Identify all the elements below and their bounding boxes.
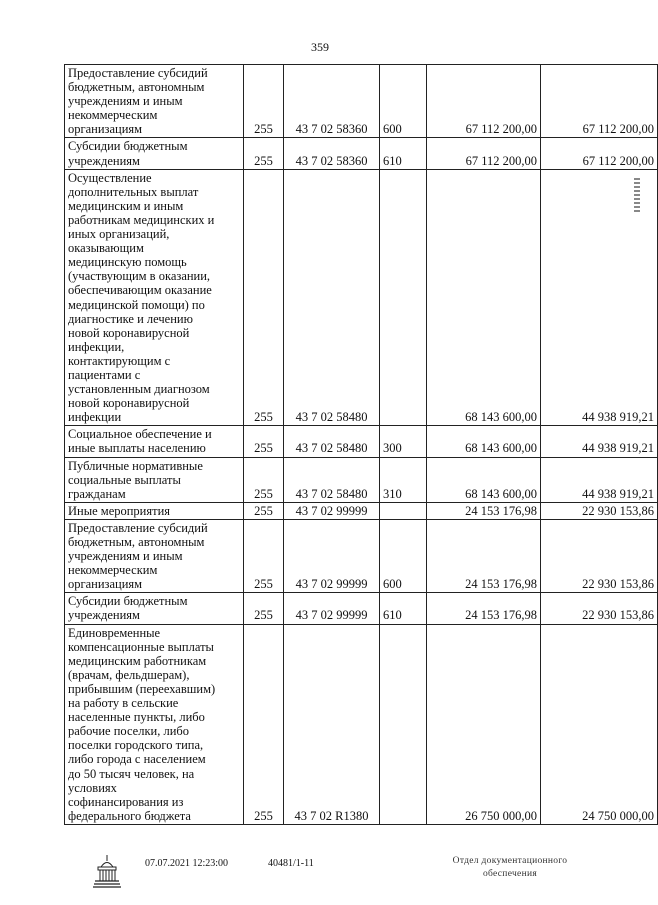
table-row bbox=[65, 519, 658, 592]
row-name-cell: Публичные нормативные социальные выплаты гражданам bbox=[65, 457, 244, 502]
footer-doc-number: 40481/1-11 bbox=[268, 858, 314, 869]
row-sum-executed-cell: 67 112 200,00 bbox=[541, 138, 658, 169]
row-vr-cell: 310 bbox=[380, 457, 427, 502]
row-csr-cell: 43 7 02 99999 bbox=[284, 519, 380, 592]
row-ved-cell: 255 bbox=[244, 169, 284, 426]
row-ved-cell: 255 bbox=[244, 519, 284, 592]
row-sum-executed-cell: 22 930 153,86 bbox=[541, 519, 658, 592]
row-vr-cell bbox=[380, 502, 427, 519]
row-csr-cell: 43 7 02 58480 bbox=[284, 457, 380, 502]
row-name-cell: Единовременные компенсационные выплаты медицинским работникам (врачам, фельдшерам), прибывшим (переехавшим) на работу в сельские населенные пункты, либо рабочие поселки, либо поселки городского типа, либо города с населением до 50 тысяч человек, на условиях софинансирования из федерального бюджета bbox=[65, 624, 244, 824]
row-ved-cell: 255 bbox=[244, 502, 284, 519]
row-sum-planned-cell: 68 143 600,00 bbox=[427, 457, 541, 502]
row-csr-cell: 43 7 02 58480 bbox=[284, 169, 380, 426]
row-sum-planned-cell: 67 112 200,00 bbox=[427, 65, 541, 138]
row-csr-cell: 43 7 02 58480 bbox=[284, 426, 380, 457]
table-row bbox=[65, 624, 658, 824]
row-sum-executed-cell: 44 938 919,21 bbox=[541, 169, 658, 426]
row-csr-cell: 43 7 02 99999 bbox=[284, 593, 380, 624]
row-sum-executed-cell: 24 750 000,00 bbox=[541, 624, 658, 824]
stamp-line-2: обеспечения bbox=[482, 869, 538, 879]
table-row bbox=[65, 426, 658, 457]
row-ved-cell: 255 bbox=[244, 65, 284, 138]
row-name-cell: Предоставление субсидий бюджетным, автономным учреждениям и иным некоммерческим организациям bbox=[65, 519, 244, 592]
row-vr-cell: 600 bbox=[380, 519, 427, 592]
row-sum-planned-cell: 24 153 176,98 bbox=[427, 593, 541, 624]
row-name-cell: Социальное обеспечение и иные выплаты населению bbox=[65, 426, 244, 457]
row-sum-executed-cell: 44 938 919,21 bbox=[541, 426, 658, 457]
row-sum-planned-cell: 24 153 176,98 bbox=[427, 502, 541, 519]
building-emblem-icon bbox=[92, 853, 122, 889]
row-vr-cell bbox=[380, 624, 427, 824]
table-row bbox=[65, 502, 658, 519]
row-sum-planned-cell: 26 750 000,00 bbox=[427, 624, 541, 824]
row-vr-cell: 610 bbox=[380, 138, 427, 169]
stamp-line-1: Отдел документационного bbox=[452, 856, 568, 866]
row-name-cell: Субсидии бюджетным учреждениям bbox=[65, 138, 244, 169]
scan-edge-mark bbox=[634, 178, 640, 212]
table-row bbox=[65, 138, 658, 169]
row-csr-cell: 43 7 02 99999 bbox=[284, 502, 380, 519]
row-ved-cell: 255 bbox=[244, 138, 284, 169]
row-sum-planned-cell: 68 143 600,00 bbox=[427, 169, 541, 426]
row-sum-executed-cell: 44 938 919,21 bbox=[541, 457, 658, 502]
row-sum-executed-cell: 67 112 200,00 bbox=[541, 65, 658, 138]
row-ved-cell: 255 bbox=[244, 624, 284, 824]
table-row bbox=[65, 457, 658, 502]
row-sum-executed-cell: 22 930 153,86 bbox=[541, 593, 658, 624]
row-sum-executed-cell: 22 930 153,86 bbox=[541, 502, 658, 519]
row-csr-cell: 43 7 02 58360 bbox=[284, 65, 380, 138]
row-ved-cell: 255 bbox=[244, 593, 284, 624]
page-footer bbox=[0, 845, 640, 895]
table-row bbox=[65, 169, 658, 426]
row-sum-planned-cell: 67 112 200,00 bbox=[427, 138, 541, 169]
row-name-cell: Осуществление дополнительных выплат медицинским и иным работникам медицинских и иных организаций, оказывающим медицинскую помощь (участвующим в оказании, обеспечивающим оказание медицинской помощи) по диагностике и лечению новой коронавирусной инфекции, контактирующим с пациентами с установленным диагнозом новой коронавирусной инфекции bbox=[65, 169, 244, 426]
table-row bbox=[65, 65, 658, 138]
row-name-cell: Субсидии бюджетным учреждениям bbox=[65, 593, 244, 624]
department-stamp bbox=[412, 855, 608, 881]
row-csr-cell: 43 7 02 58360 bbox=[284, 138, 380, 169]
row-csr-cell: 43 7 02 R1380 bbox=[284, 624, 380, 824]
row-sum-planned-cell: 68 143 600,00 bbox=[427, 426, 541, 457]
row-ved-cell: 255 bbox=[244, 426, 284, 457]
row-vr-cell: 610 bbox=[380, 593, 427, 624]
row-vr-cell bbox=[380, 169, 427, 426]
row-name-cell: Иные мероприятия bbox=[65, 502, 244, 519]
table-row bbox=[65, 593, 658, 624]
footer-date: 07.07.2021 12:23:00 bbox=[145, 858, 229, 869]
budget-table-body bbox=[65, 65, 658, 825]
budget-table bbox=[64, 64, 658, 825]
row-name-cell: Предоставление субсидий бюджетным, автономным учреждениям и иным некоммерческим организациям bbox=[65, 65, 244, 138]
row-ved-cell: 255 bbox=[244, 457, 284, 502]
row-vr-cell: 300 bbox=[380, 426, 427, 457]
row-vr-cell: 600 bbox=[380, 65, 427, 138]
page-number: 359 bbox=[311, 40, 329, 54]
row-sum-planned-cell: 24 153 176,98 bbox=[427, 519, 541, 592]
